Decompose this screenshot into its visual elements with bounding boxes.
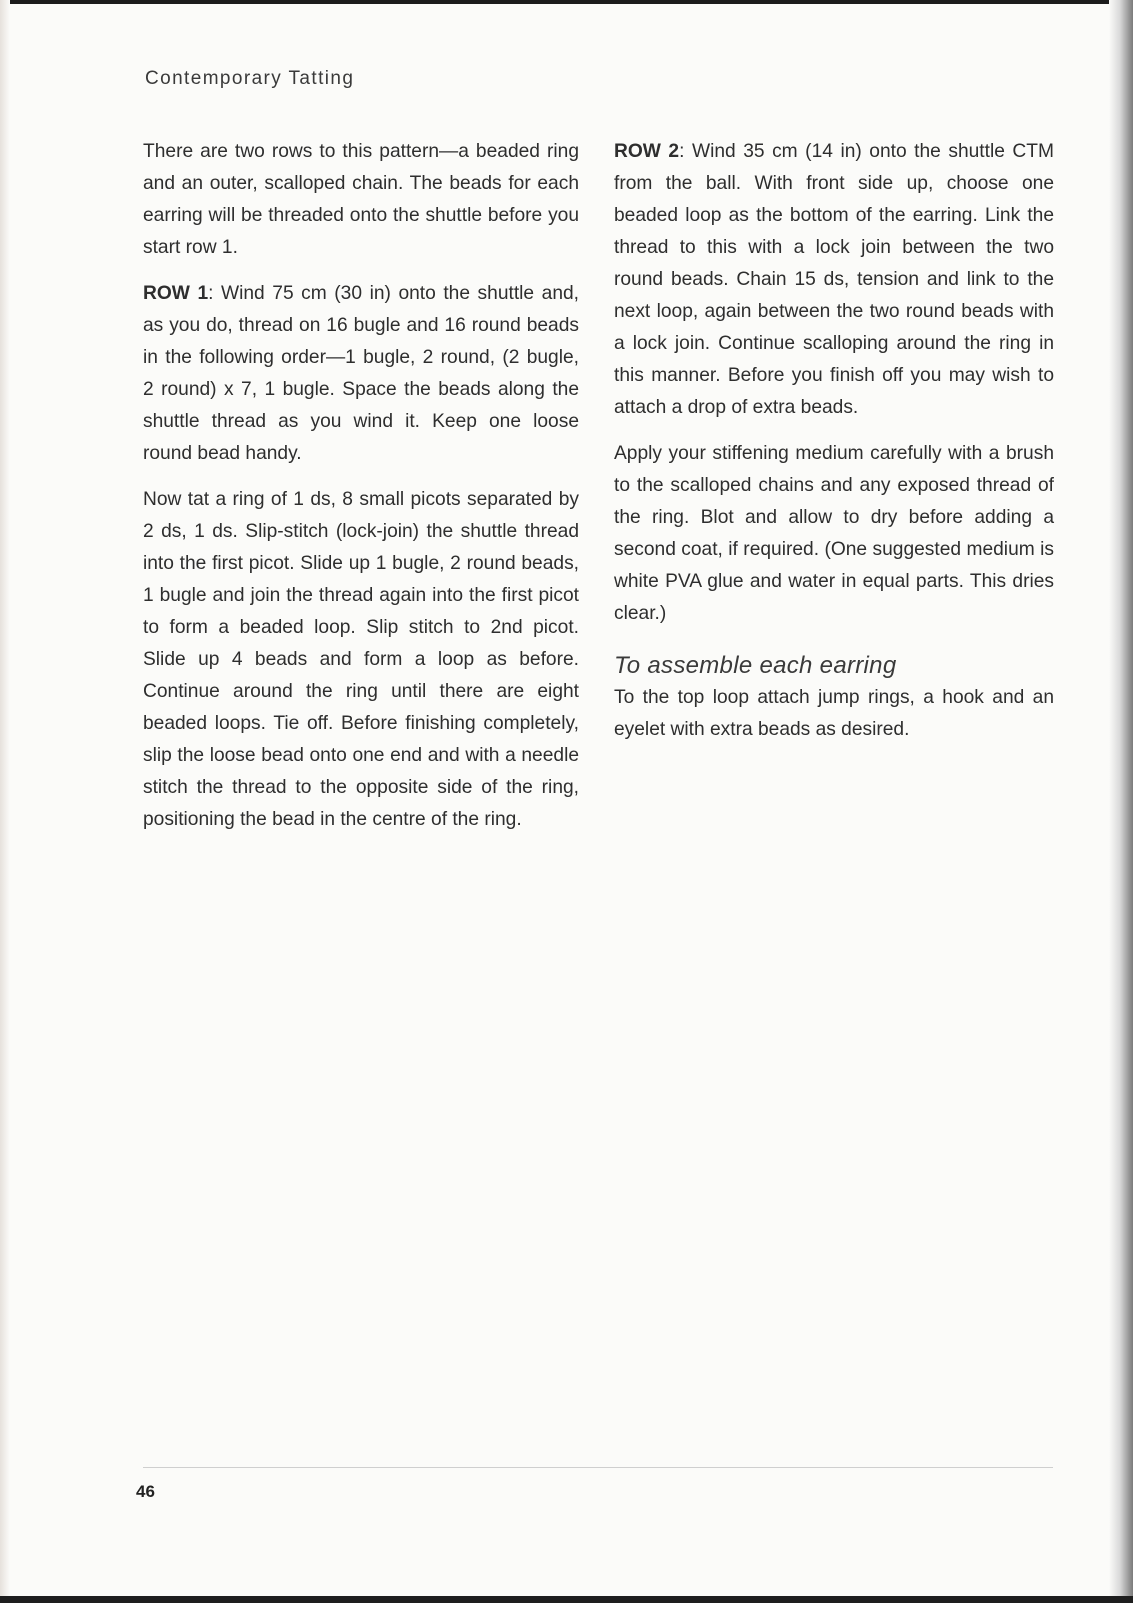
row-1-label: ROW 1 — [143, 283, 209, 304]
row-2-text: : Wind 35 cm (14 in) onto the shuttle CTM from the ball. With front side up, choose one beaded loop as the bottom of the earring. Link the thread to this with a lock join between the two round beads. Chain 15 ds, tension and link to the next loop, again between the two round beads with a lock join. Continue scalloping around the ring in this manner. Before you finish off you may wish to attach a drop of extra beads. — [614, 141, 1054, 418]
running-head: Contemporary Tatting — [145, 68, 355, 89]
page-number: 46 — [136, 1482, 155, 1501]
intro-paragraph: There are two rows to this pattern—a beaded ring and an outer, scalloped chain. The beads for each earring will be threaded onto the shuttle before you start row 1. — [143, 141, 579, 258]
stiffening-paragraph: Apply your stiffening medium carefully with a brush to the scalloped chains and any exposed thread of the ring. Blot and allow to dry before adding a second coat, if required. (One suggested medium is white PVA glue and water in equal parts. This dries clear.) — [614, 443, 1054, 624]
binding-shadow — [0, 0, 10, 1603]
row-1-text: : Wind 75 cm (30 in) onto the shuttle and, as you do, thread on 16 bugle and 16 round beads in the following order—1 bugle, 2 round, (2 bugle, 2 round) x 7, 1 bugle. Space the beads along the shuttle thread as you wind it. Keep one loose round bead handy. — [143, 283, 579, 464]
page-edge-shadow — [1109, 0, 1133, 1603]
assemble-subheading: To assemble each earring — [614, 652, 897, 679]
ring-instructions-paragraph: Now tat a ring of 1 ds, 8 small picots separated by 2 ds, 1 ds. Slip-stitch (lock-join) the shuttle thread into the first picot. Slide up 1 bugle, 2 round beads, 1 bugle and join the thread again into the first picot to form a beaded loop. Slip stitch to 2nd picot. Slide up 4 beads and form a loop as before. Continue around the ring until there are eight beaded loops. Tie off. Before finishing completely, slip the loose bead onto one end and with a needle stitch the thread to the opposite side of the ring, positioning the bead in the centre of the ring. — [143, 489, 579, 830]
assemble-paragraph: To the top loop attach jump rings, a hook and an eyelet with extra beads as desired. — [614, 687, 1054, 740]
row-1-paragraph — [143, 278, 579, 470]
top-edge-rule — [0, 0, 1133, 4]
bottom-edge-rule — [0, 1596, 1133, 1603]
row-2-label: ROW 2 — [614, 141, 680, 162]
left-column — [143, 136, 579, 850]
row-2-paragraph — [614, 136, 1054, 424]
right-column — [614, 136, 1054, 760]
footer-rule — [143, 1467, 1053, 1468]
